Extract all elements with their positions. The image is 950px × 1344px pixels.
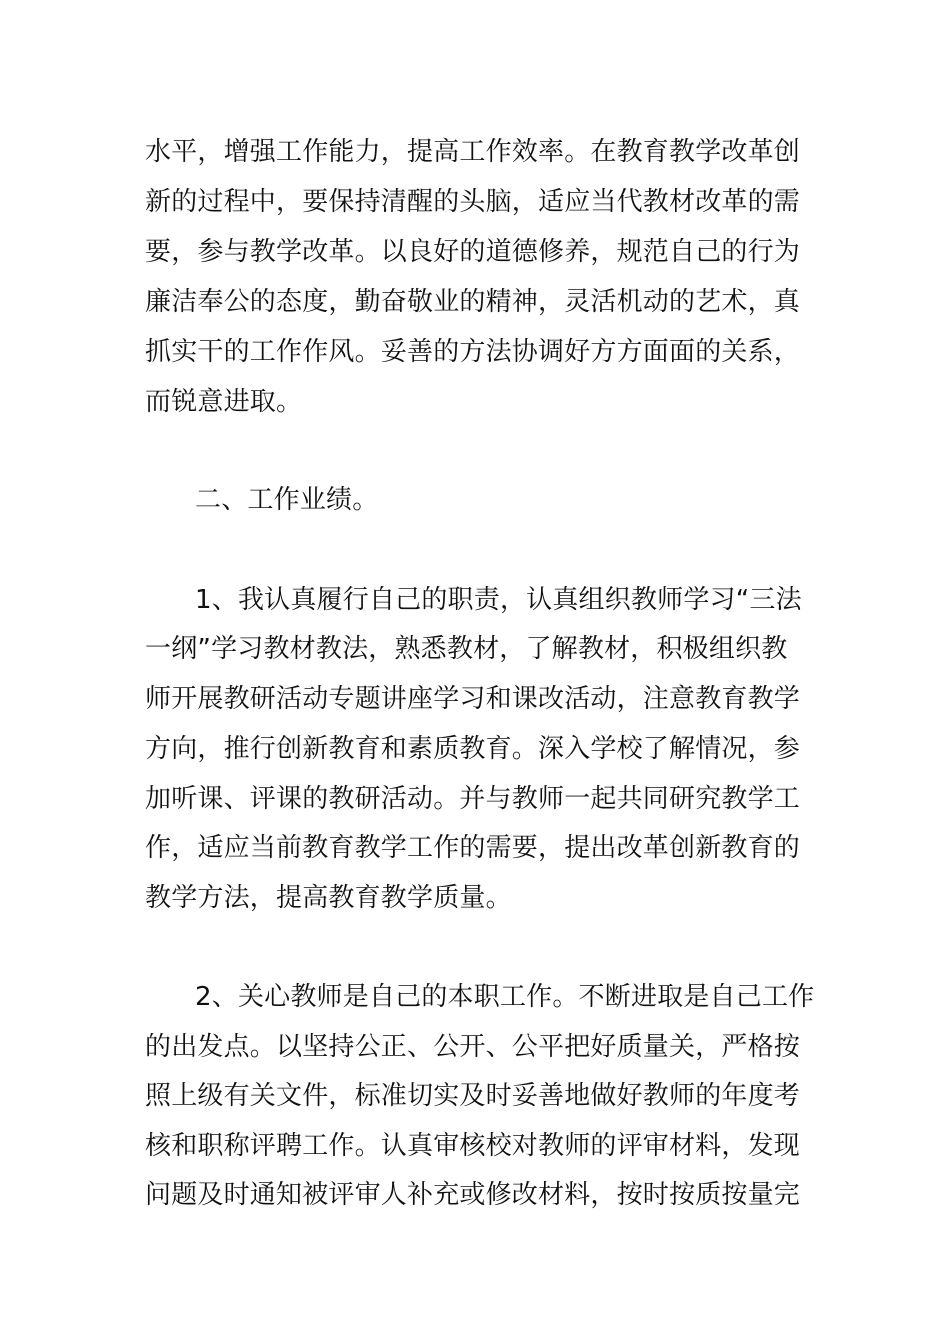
- intro-line: 而锐意进取。: [145, 387, 303, 417]
- intro-line: 要，参与教学改革。以良好的道德修养，规范自己的行为: [145, 237, 801, 267]
- paragraph-2-line: 的出发点。以坚持公正、公开、公平把好质量关，严格按: [145, 1032, 801, 1062]
- intro-line: 廉洁奉公的态度，勤奋敬业的精神，灵活机动的艺术，真: [145, 287, 801, 317]
- intro-line: 抓实干的工作作风。妥善的方法协调好方方面面的关系，: [145, 337, 801, 367]
- paragraph-1-line: 师开展教研活动专题讲座学习和课改活动，注意教育教学: [145, 684, 801, 714]
- paragraph-2-line: 问题及时通知被评审人补充或修改材料，按时按质按量完: [145, 1180, 801, 1210]
- paragraph-1-line: 教学方法，提高教育教学质量。: [145, 883, 512, 913]
- paragraph-1-line: 作，适应当前教育教学工作的需要，提出改革创新教育的: [145, 833, 801, 863]
- paragraph-2-line: 照上级有关文件，标准切实及时妥善地做好教师的年度考: [145, 1081, 801, 1111]
- paragraph-2-line: 核和职称评聘工作。认真审核校对教师的评审材料，发现: [145, 1131, 801, 1161]
- paragraph-2-line: 2、关心教师是自己的本职工作。不断进取是自己工作: [195, 982, 815, 1012]
- paragraph-1-line: 1、我认真履行自己的职责，认真组织教师学习“三法: [195, 585, 802, 615]
- intro-line: 新的过程中，要保持清醒的头脑，适应当代教材改革的需: [145, 187, 801, 217]
- paragraph-1-line: 一纲”学习教材教法，熟悉教材，了解教材，积极组织教: [145, 634, 788, 664]
- paragraph-1-line: 方向，推行创新教育和素质教育。深入学校了解情况，参: [145, 734, 801, 764]
- intro-line: 水平，增强工作能力，提高工作效率。在教育教学改革创: [145, 137, 801, 167]
- section-heading: 二、工作业绩。: [195, 485, 379, 515]
- paragraph-1-line: 加听课、评课的教研活动。并与教师一起共同研究教学工: [145, 784, 801, 814]
